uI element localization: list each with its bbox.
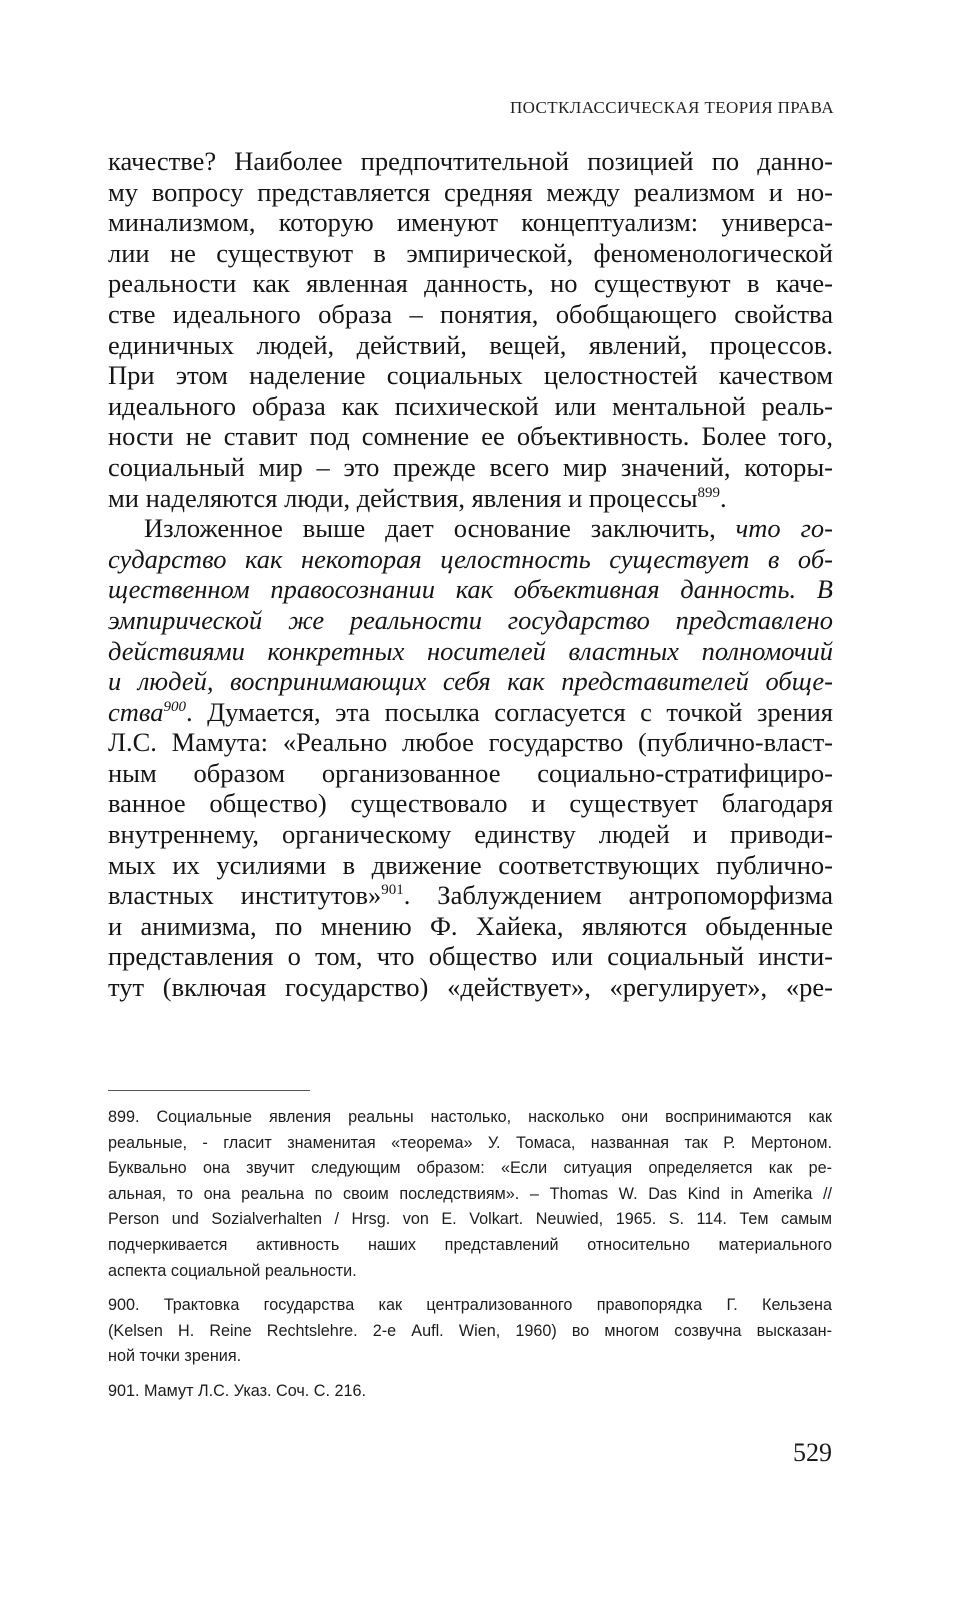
text-line: му вопросу представляется средняя между реализмом и но-: [108, 176, 833, 207]
main-text: [108, 146, 833, 1003]
text-line: лии не существуют в эмпирической, феноменологической: [108, 237, 833, 268]
footnote-901: [108, 1379, 832, 1405]
footnote-line: (Kelsen H. Reine Rechtslehre. 2-е Aufl. Wien, 1960) во многом созвучна высказан-: [108, 1321, 832, 1340]
footnote-line: реальные, - гласит знаменитая «теорема» У. Томаса, названная так Р. Мертоном.: [108, 1133, 832, 1152]
footnote-900: [108, 1293, 832, 1370]
footnote-899: [108, 1105, 832, 1284]
line-text: . Думается, эта посылка согласуется с точкой зрения: [185, 696, 833, 727]
footnote-divider: [108, 1090, 310, 1091]
italic-text: что го-: [735, 513, 833, 544]
italic-text: ства: [108, 696, 164, 727]
italic-line: действиями конкретных носителей властных полномочий: [108, 635, 833, 666]
text-line: [108, 483, 833, 514]
line-text: Изложенное выше дает основание заключить,: [144, 513, 736, 544]
text-line: социальный мир – это прежде всего мир значений, которы-: [108, 451, 833, 482]
text-line: ности не ставит под сомнение ее объективность. Более того,: [108, 421, 833, 452]
text-line: При этом наделение социальных целостностей качеством: [108, 360, 833, 391]
footnote-line: подчеркивается активность наших представлений относительно материального: [108, 1235, 832, 1254]
text-line: ванное общество) существовало и существует благодаря: [108, 788, 833, 819]
footnotes: [108, 1105, 832, 1414]
footnote-line: 901. Мамут Л.С. Указ. Соч. С. 216.: [108, 1381, 366, 1400]
line-text: .: [720, 482, 727, 513]
footnote-ref-899[interactable]: 899: [697, 484, 721, 501]
footnote-line: ной точки зрения.: [108, 1347, 242, 1366]
line-text: властных институтов»: [108, 880, 382, 911]
footnote-line: 900. Трактовка государства как централизованного правопорядка Г. Кельзена: [108, 1296, 832, 1315]
footnote-line: 899. Социальные явления реальны настолько, насколько они воспринимаются как: [108, 1108, 832, 1126]
text-line: представления о том, что общество или социальный инсти-: [108, 941, 833, 972]
text-line: мых их усилиями в движение соответствующих публично-: [108, 849, 833, 880]
text-line: стве идеального образа – понятия, обобщающего свойства: [108, 298, 833, 329]
footnote-line: аспекта социальной реальности.: [108, 1261, 357, 1280]
footnote-line: альная, то она реальна по своим последствиям». – Thomas W. Das Kind in Amerika //: [108, 1184, 832, 1203]
line-text: ми наделяются люди, действия, явления и процессы: [108, 482, 698, 513]
page-number: 529: [793, 1438, 832, 1467]
text-line: Л.С. Мамута: «Реально любое государство (публично-власт-: [108, 727, 833, 758]
italic-line: сударство как некоторая целостность существует в об-: [108, 543, 833, 574]
text-line: тут (включая государство) «действует», «регулирует», «ре-: [108, 972, 833, 1003]
italic-line: эмпирической же реальности государство представлено: [108, 604, 833, 635]
running-title: ПОСТКЛАССИЧЕСКАЯ ТЕОРИЯ ПРАВА: [509, 98, 834, 117]
text-line: минализмом, которую именуют концептуализм: универса-: [108, 207, 833, 238]
text-line: единичных людей, действий, вещей, явлений, процессов.: [108, 329, 833, 360]
footnote-line: Person und Sozialverhalten / Hrsg. von E. Volkart. Neuwied, 1965. S. 114. Тем самым: [108, 1210, 832, 1229]
italic-line: щественном правосознании как объективная данность. В: [108, 574, 833, 605]
footnote-ref-900[interactable]: 900: [163, 698, 186, 715]
footnote-line: Буквально она звучит следующим образом: «Если ситуация определяется как ре-: [108, 1159, 832, 1178]
text-line: идеального образа как психической или ментальной реаль-: [108, 390, 833, 421]
italic-line: и людей, воспринимающих себя как представителей обще-: [108, 666, 833, 697]
text-line: и анимизма, по мнению Ф. Хайека, являются обыденные: [108, 910, 833, 941]
text-line: [108, 697, 833, 728]
paragraph-start: [108, 513, 833, 544]
footnote-ref-901[interactable]: 901: [381, 882, 404, 899]
text-line: [108, 880, 833, 911]
line-text: . Заблуждением антропоморфизма: [403, 880, 833, 911]
text-line: качестве? Наиболее предпочтительной позицией по данно-: [108, 146, 833, 176]
text-line: внутреннему, органическому единству людей и приводи-: [108, 819, 833, 850]
text-line: реальности как явленная данность, но существуют в каче-: [108, 268, 833, 299]
text-line: ным образом организованное социально-стратифициро-: [108, 757, 833, 788]
